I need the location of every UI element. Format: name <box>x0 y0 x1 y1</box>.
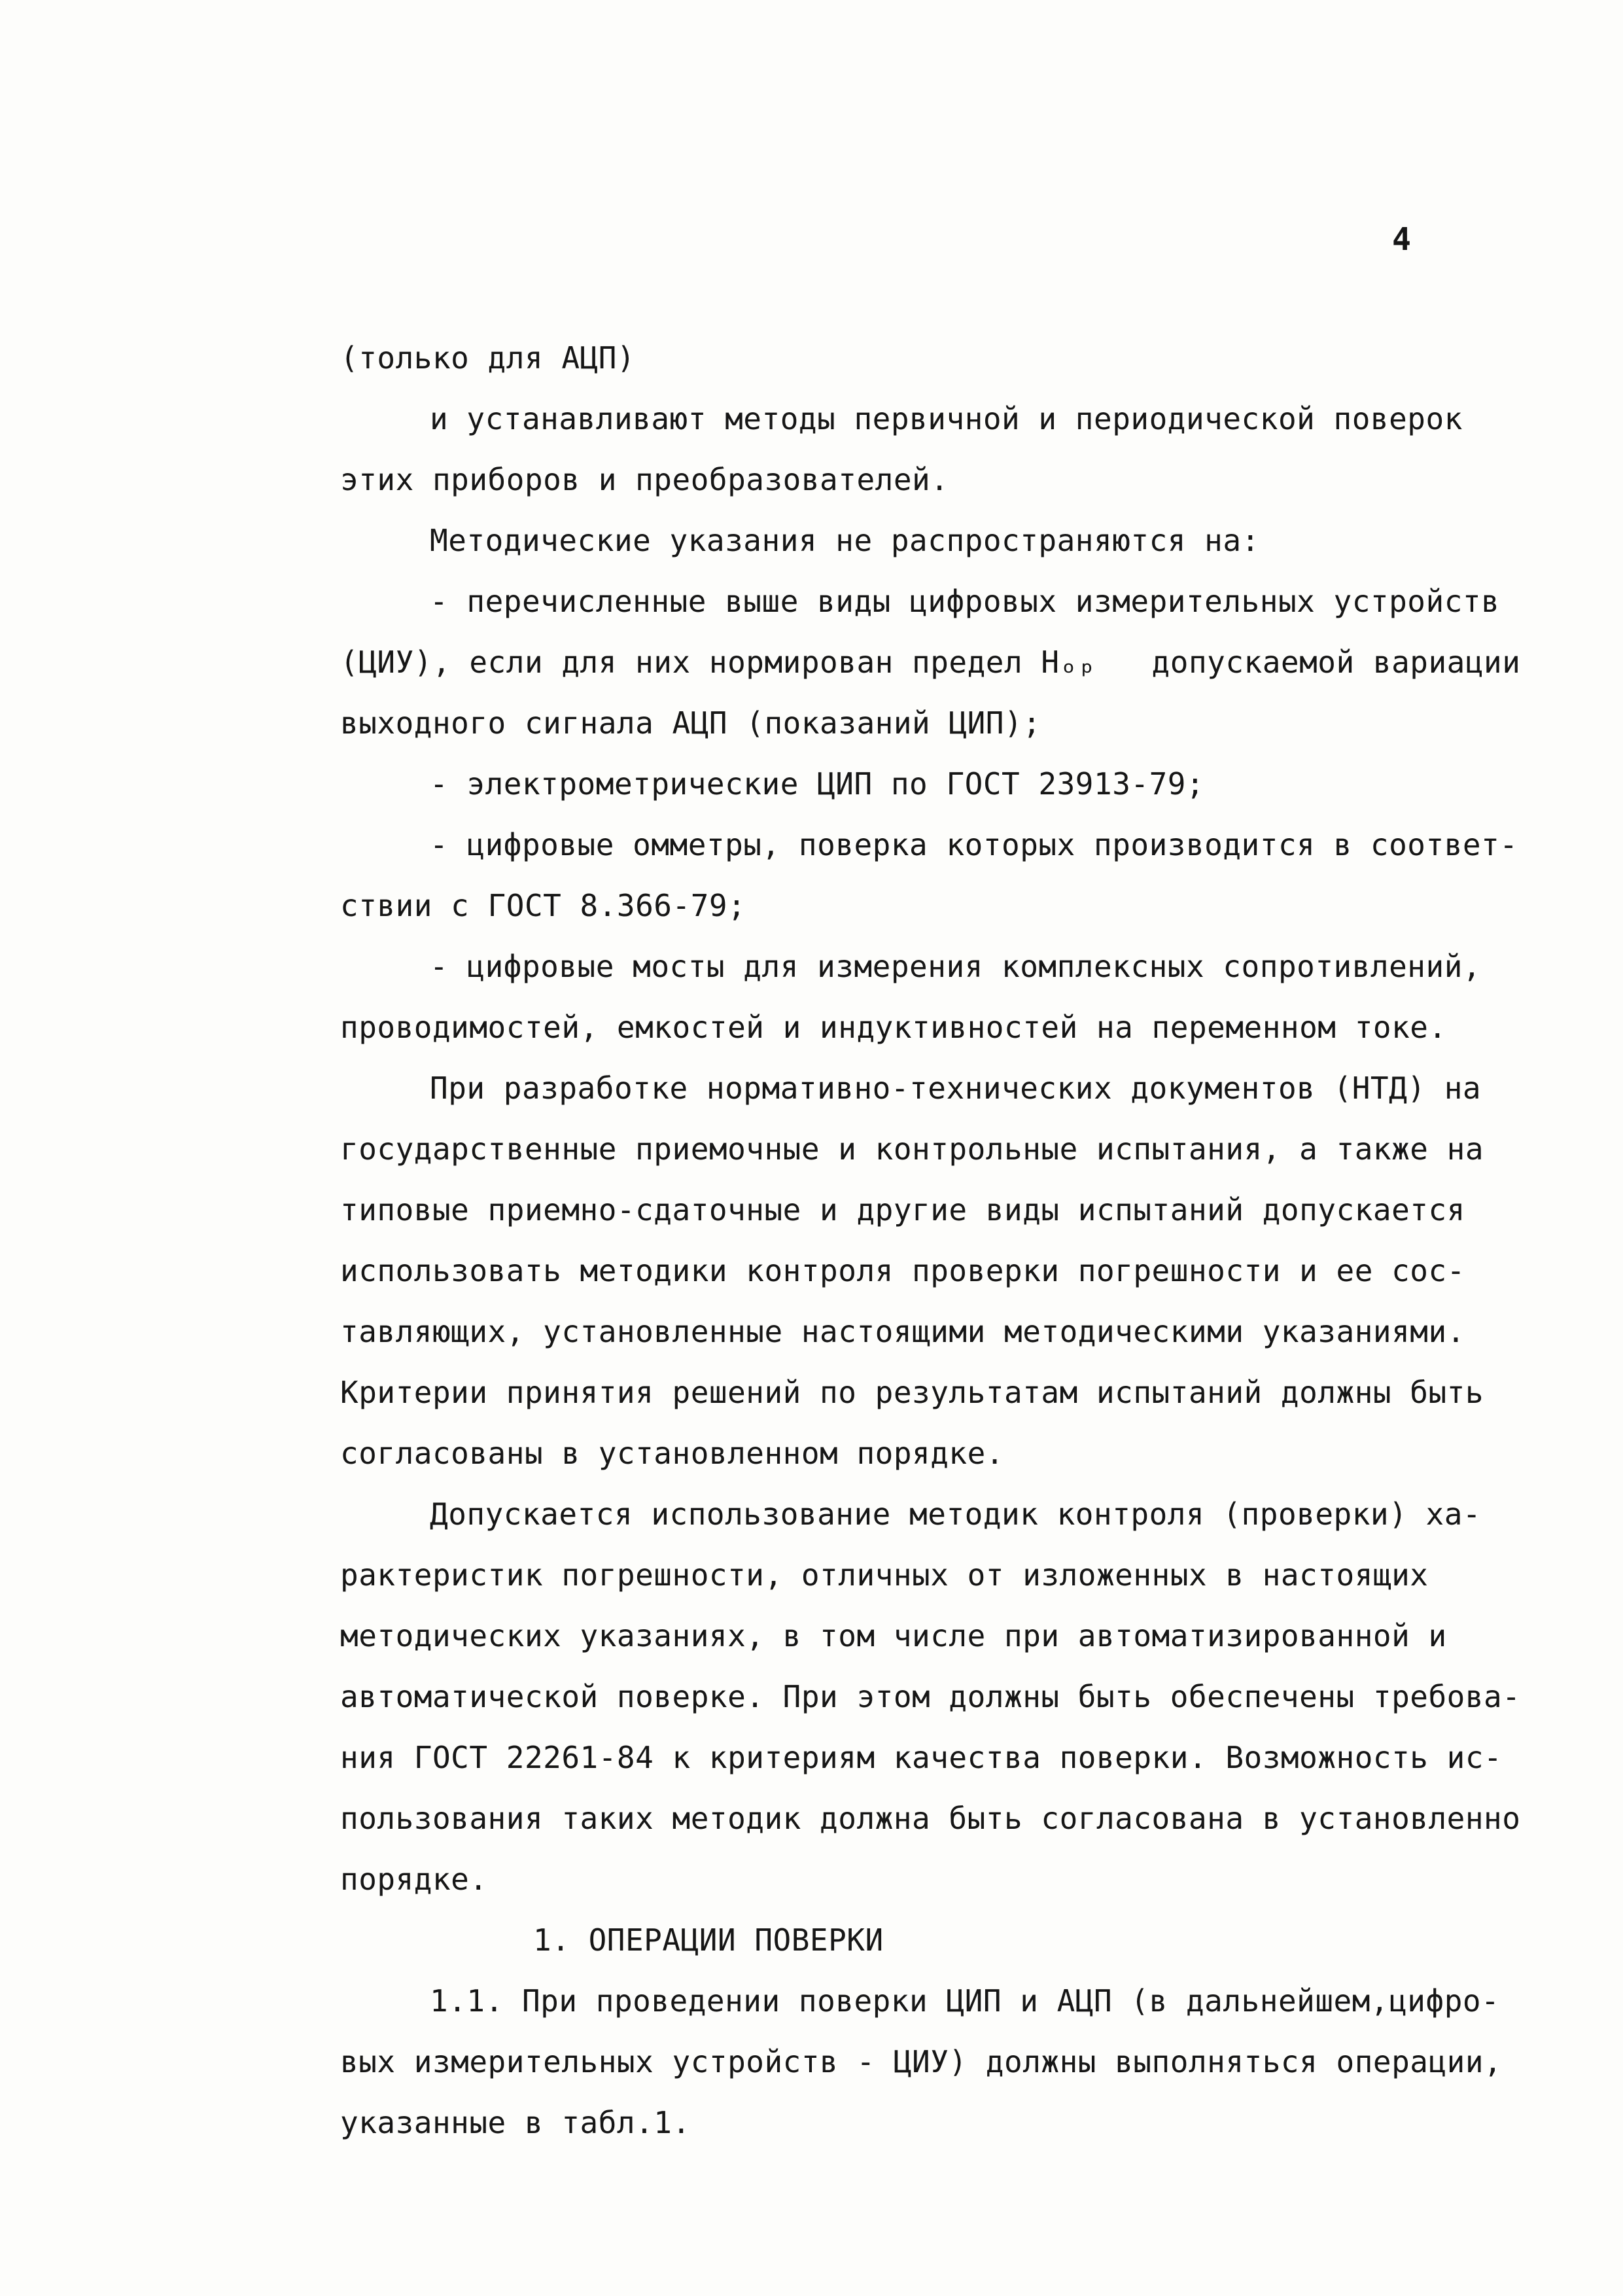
section-heading: 1. ОПЕРАЦИИ ПОВЕРКИ <box>533 1922 884 1958</box>
text-line: этих приборов и преобразователей. <box>340 462 949 497</box>
text-line: рактеристик погрешности, отличных от изложенных в настоящих <box>340 1557 1429 1593</box>
text-line: - электрометрические ЦИП по ГОСТ 23913-79; <box>430 766 1205 802</box>
text-line: - перечисленные выше виды цифровых измерительных устройств <box>430 584 1500 619</box>
text-line: согласованы в установленном порядке. <box>340 1436 1004 1471</box>
page-number: 4 <box>1392 221 1411 258</box>
text-line: автоматической поверке. При этом должны быть обеспечены требова- <box>340 1679 1521 1714</box>
text-line: пользования таких методик должна быть согласована в установленно <box>340 1801 1521 1836</box>
text-line: Допускается использование методик контроля (проверки) ха- <box>430 1496 1482 1532</box>
text-line: вых измерительных устройств - ЦИУ) должны выполняться операции, <box>340 2044 1503 2079</box>
text-line: ствии с ГОСТ 8.366-79; <box>340 888 746 923</box>
text-line: проводимостей, емкостей и индуктивностей на переменном токе. <box>340 1010 1447 1045</box>
text-line: и устанавливают методы первичной и периодической поверок <box>430 401 1463 436</box>
text-line: При разработке нормативно-технических документов (НТД) на <box>430 1070 1482 1106</box>
text-line: - цифровые омметры, поверка которых производится в соответ- <box>430 827 1518 862</box>
text-line: использовать методики контроля проверки погрешности и ее сос- <box>340 1253 1465 1288</box>
text-line: (ЦИУ), если для них нормирован предел Hₒₚ допускаемой вариации <box>340 645 1521 680</box>
text-line: (только для АЦП) <box>340 340 636 376</box>
text-line: выходного сигнала АЦП (показаний ЦИП); <box>340 705 1041 741</box>
text-line: - цифровые мосты для измерения комплексных сопротивлений, <box>430 949 1482 984</box>
text-line: указанные в табл.1. <box>340 2105 691 2140</box>
text-line: тавляющих, установленные настоящими методическими указаниями. <box>340 1314 1465 1349</box>
text-line: ния ГОСТ 22261-84 к критериям качества поверки. Возможность ис- <box>340 1740 1503 1775</box>
text-line: 1.1. При проведении поверки ЦИП и АЦП (в дальнейшем,цифро- <box>430 1983 1500 2019</box>
text-line: типовые приемно-сдаточные и другие виды испытаний допускается <box>340 1192 1465 1227</box>
text-line: методических указаниях, в том числе при автоматизированной и <box>340 1618 1447 1653</box>
text-line: Методические указания не распространяются на: <box>430 523 1260 558</box>
text-line: порядке. <box>340 1862 488 1897</box>
text-line: Критерии принятия решений по результатам испытаний должны быть <box>340 1375 1484 1410</box>
text-line: государственные приемочные и контрольные испытания, а также на <box>340 1131 1484 1167</box>
